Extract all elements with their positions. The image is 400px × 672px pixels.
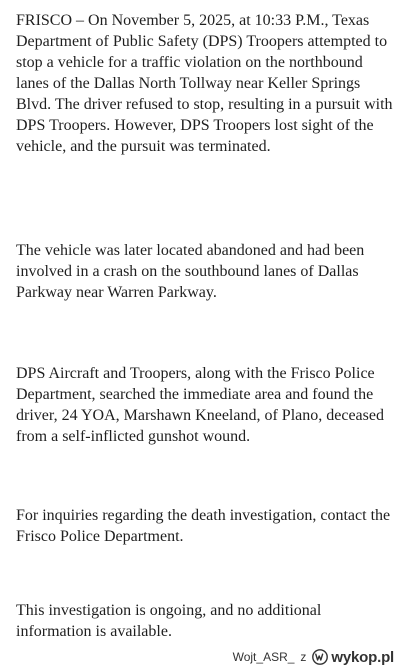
wykop-logo-icon (312, 649, 328, 665)
statement-paragraph: The vehicle was later located abandoned and had been involved in a crash on the southbound lanes of Dallas Parkway near Warren Parkway. (16, 242, 365, 301)
watermark-username: Wojt_ASR_ (232, 650, 295, 664)
statement-paragraph: This investigation is ongoing, and no additional information is available. (16, 602, 322, 640)
watermark (233, 646, 394, 668)
watermark-site: wykop.pl (331, 648, 394, 666)
statement-paragraph: FRISCO – On November 5, 2025, at 10:33 P.M., Texas Department of Public Safety (DPS) Troopers attempted to stop a vehicle for a traffic violation on the northbound lanes of the Dallas North Tollway near Keller Springs Blvd. The driver refused to stop, resulting in a pursuit with DPS Troopers. However, DPS Troopers lost sight of the vehicle, and the pursuit was terminated. (16, 12, 393, 155)
statement-paragraph: For inquiries regarding the death investigation, contact the Frisco Police Department. (16, 507, 391, 545)
watermark-separator: z (300, 650, 307, 664)
statement-paragraph: DPS Aircraft and Troopers, along with the Frisco Police Department, searched the immediate area and found the driver, 24 YOA, Marshawn Kneeland, of Plano, deceased from a self-inflicted gunshot wound. (16, 365, 384, 445)
